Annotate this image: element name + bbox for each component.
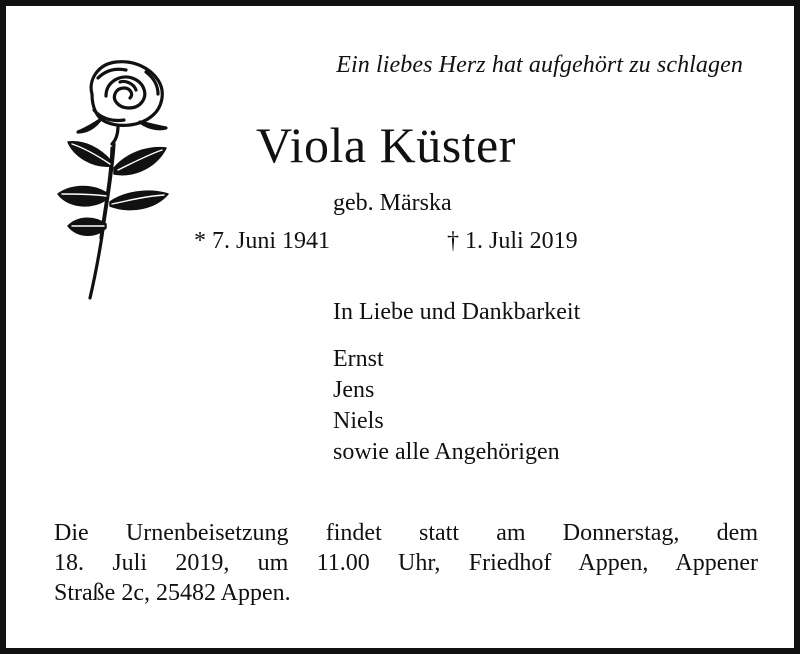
mourner-name: Ernst bbox=[333, 346, 384, 372]
notice-line: Die Urnenbeisetzung findet statt am Donnerstag, dem bbox=[54, 520, 758, 546]
thanks-line: In Liebe und Dankbarkeit bbox=[333, 299, 581, 325]
notice-line: 18. Juli 2019, um 11.00 Uhr, Friedhof Appen, Appener bbox=[54, 550, 758, 576]
funeral-notice bbox=[54, 518, 758, 608]
mourner-name: Jens bbox=[333, 377, 375, 403]
mourner-name: Niels bbox=[333, 408, 384, 434]
deceased-name: Viola Küster bbox=[256, 117, 516, 173]
mourners-list bbox=[333, 344, 560, 468]
rose-icon bbox=[54, 56, 184, 301]
motto: Ein liebes Herz hat aufgehört zu schlagen bbox=[336, 52, 743, 78]
maiden-name: geb. Märska bbox=[333, 190, 452, 216]
death-date: † 1. Juli 2019 bbox=[447, 228, 578, 254]
birth-date: * 7. Juni 1941 bbox=[194, 228, 331, 254]
mourner-name: sowie alle Angehörigen bbox=[333, 439, 560, 465]
notice-line: Straße 2c, 25482 Appen. bbox=[54, 580, 291, 606]
